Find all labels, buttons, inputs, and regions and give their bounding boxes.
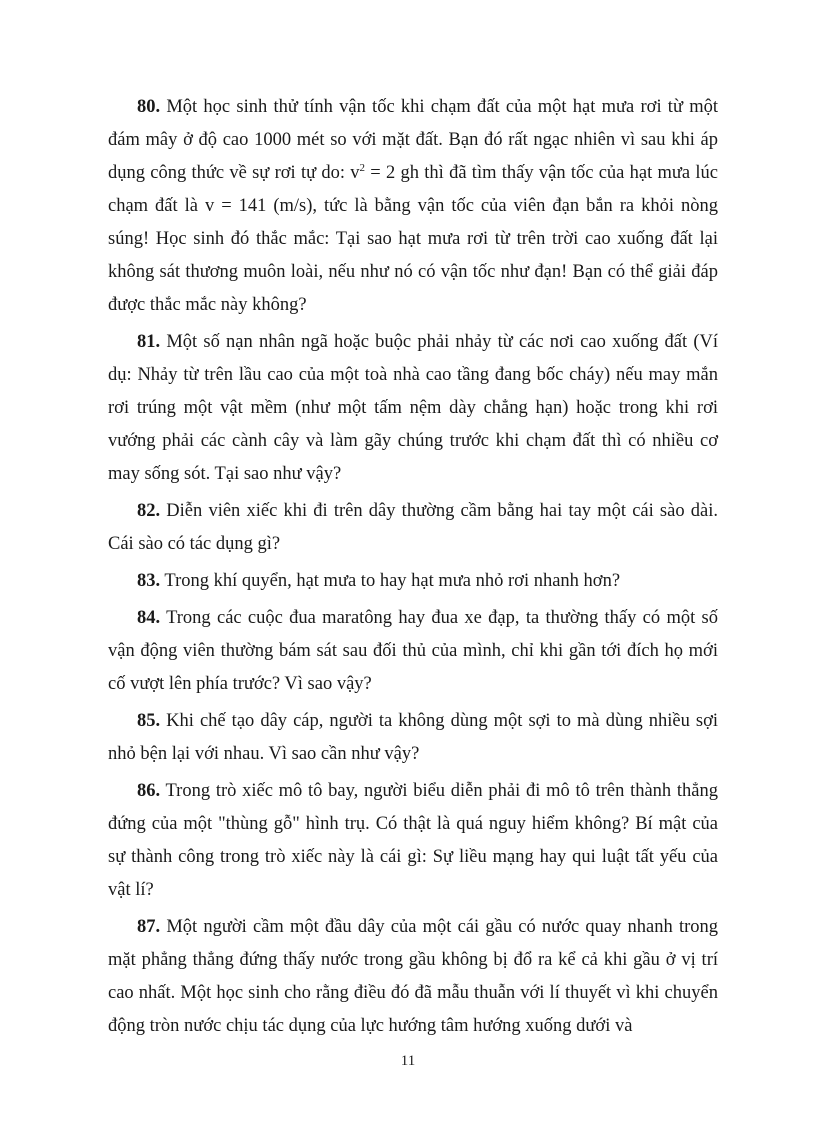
question-number: 87. <box>137 917 161 937</box>
question-number: 85. <box>137 711 161 731</box>
question-text: Trong khí quyển, hạt mưa to hay hạt mưa nhỏ rơi nhanh hơn? <box>160 571 621 591</box>
question-text: Khi chế tạo dây cáp, người ta không dùng một sợi to mà dùng nhiều sợi nhỏ bện lại với nhau. Vì sao cần như vậy? <box>108 711 718 764</box>
question-81 <box>108 326 718 491</box>
question-number: 80. <box>137 97 161 117</box>
question-number: 84. <box>137 608 161 628</box>
question-text: Một học sinh thử tính vận tốc khi chạm đất của một hạt mưa rơi từ một đám mây ở độ cao 1000 mét so với mặt đất. Bạn đó rất ngạc nhiên vì sau khi áp dụng công thức về sự rơi tự do: v <box>108 97 718 183</box>
question-number: 81. <box>137 332 161 352</box>
question-80 <box>108 91 718 322</box>
question-85 <box>108 705 718 771</box>
page-number: 11 <box>400 1053 416 1069</box>
question-number: 83. <box>137 571 161 591</box>
question-number: 86. <box>137 781 161 801</box>
superscript: 2 <box>359 161 366 174</box>
question-84 <box>108 602 718 701</box>
question-text: Diễn viên xiếc khi đi trên dây thường cầm bằng hai tay một cái sào dài. Cái sào có tác dụng gì? <box>108 501 718 554</box>
question-text: Một người cầm một đầu dây của một cái gầu có nước quay nhanh trong mặt phẳng thẳng đứng thấy nước trong gầu không bị đổ ra kể cả khi gầu ở vị trí cao nhất. Một học sinh cho rằng điều đó đã mẫu thuẫn với lí thuyết vì khi chuyển động tròn nước chịu tác dụng của lực hướng tâm hướng xuống dưới và <box>108 917 718 1036</box>
document-page <box>108 91 718 1047</box>
question-86 <box>108 775 718 907</box>
question-number: 82. <box>137 501 161 521</box>
question-82 <box>108 495 718 561</box>
question-87 <box>108 911 718 1043</box>
question-text: Trong trò xiếc mô tô bay, người biểu diễn phải đi mô tô trên thành thẳng đứng của một "thùng gỗ" hình trụ. Có thật là quá nguy hiểm không? Bí mật của sự thành công trong trò xiếc này là cái gì: Sự liều mạng hay qui luật tất yếu của vật lí? <box>108 781 718 900</box>
question-83 <box>108 565 718 598</box>
question-text-continued: = 2 gh thì đã tìm thấy vận tốc của hạt mưa lúc chạm đất là v = 141 (m/s), tức là bằng vận tốc của viên đạn bắn ra khỏi nòng súng! Học sinh đó thắc mắc: Tại sao hạt mưa rơi từ trên trời cao xuống đất lại không sát thương muôn loài, nếu như nó có vận tốc như đạn! Bạn có thể giải đáp được thắc mắc này không? <box>108 163 719 315</box>
question-text: Trong các cuộc đua maratông hay đua xe đạp, ta thường thấy có một số vận động viên thường bám sát sau đối thủ của mình, chỉ khi gần tới đích họ mới cố vượt lên phía trước? Vì sao vậy? <box>108 608 718 694</box>
question-text: Một số nạn nhân ngã hoặc buộc phải nhảy từ các nơi cao xuống đất (Ví dụ: Nhảy từ trên lầu cao của một toà nhà cao tầng đang bốc cháy) nếu may mắn rơi trúng một vật mềm (như một tấm nệm dày chẳng hạn) hoặc trong khi rơi vướng phải các cành cây và làm gãy chúng trước khi chạm đất thì có nhiều cơ may sống sót. Tại sao như vậy? <box>108 332 718 484</box>
